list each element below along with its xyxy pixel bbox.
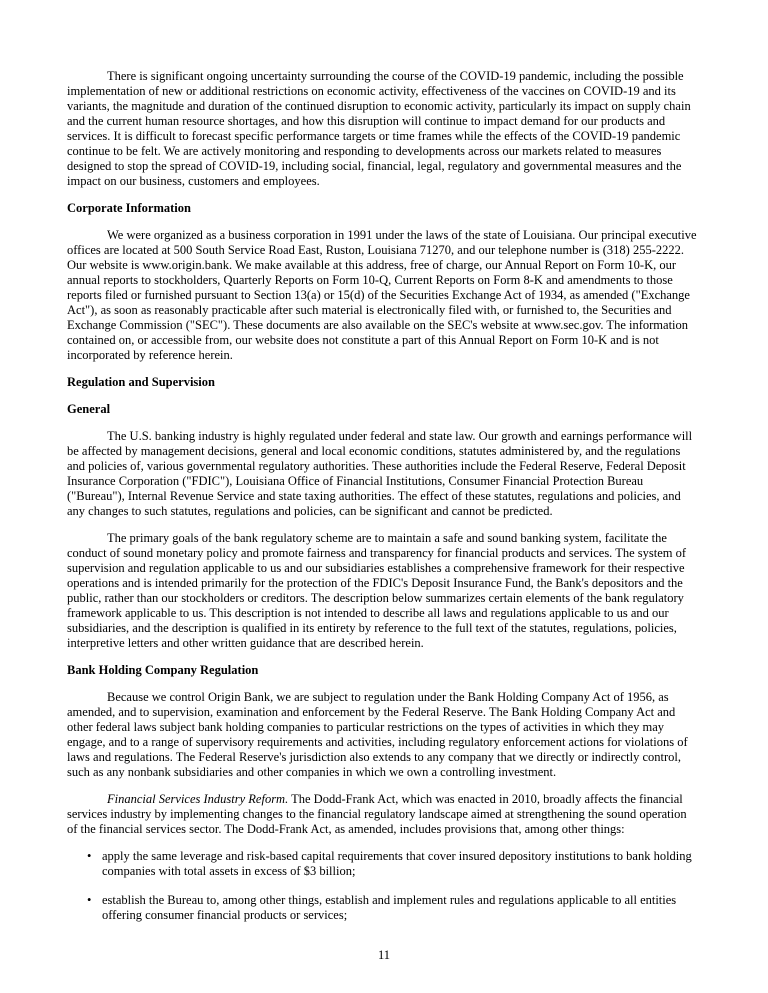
list-item-capital-requirements [67, 849, 700, 879]
bullet-icon: • [87, 893, 92, 907]
dodd-frank-provisions-list [67, 849, 700, 923]
heading-regulation-and-supervision: Regulation and Supervision [67, 375, 215, 389]
heading-general: General [67, 402, 111, 416]
page-number: 11 [377, 948, 391, 962]
heading-corporate-information: Corporate Information [67, 201, 191, 215]
bullet-icon: • [87, 849, 92, 863]
paragraph-financial-services-reform [67, 792, 700, 837]
financial-services-reform-lead: Financial Services Industry Reform. [107, 792, 289, 806]
paragraph-banking-industry-regulation: The U.S. banking industry is highly regulated under federal and state law. Our growth and earnings performance will be affected by management decisions, general and local economic conditions, statutes administered by, and the regulations and policies of, various governmental regulatory authorities. These authorities include the Federal Reserve, Federal Deposit Insurance Corporation ("FDIC"), Louisiana Office of Financial Institutions, Consumer Financial Protection Bureau ("Bureau"), Internal Revenue Service and state taxing authorities. The effect of these statutes, regulations and policies, and any changes to such statutes, regulations and policies, can be significant and cannot be predicted. [67, 429, 693, 518]
paragraph-regulatory-scheme-goals: The primary goals of the bank regulatory scheme are to maintain a safe and sound banking system, facilitate the conduct of sound monetary policy and promote fairness and transparency for financial products and services. The system of supervision and regulation applicable to us and our subsidiaries establishes a comprehensive framework for their respective operations and is intended primarily for the protection of the FDIC's Deposit Insurance Fund, the Bank's depositors and the public, rather than our stockholders or creditors. The description below summarizes certain elements of the bank regulatory framework applicable to us. This description is not intended to describe all laws and regulations applicable to us and our subsidiaries, and the description is qualified in its entirety by reference to the full text of the statutes, regulations, policies, interpretive letters and other written guidance that are described herein. [67, 531, 687, 650]
financial-services-reform-text: The Dodd-Frank Act, which was enacted in 2010, broadly affects the financial services industry by implementing changes to the financial regulatory landscape aimed at strengthening the sound operation of the financial services sector. The Dodd-Frank Act, as amended, includes provisions that, among other things: [67, 792, 687, 836]
list-item-text: apply the same leverage and risk-based capital requirements that cover insured depository institutions to bank holding companies with total assets in excess of $3 billion; [102, 849, 692, 878]
list-item-text: establish the Bureau to, among other things, establish and implement rules and regulations applicable to all entities offering consumer financial products or services; [102, 893, 677, 922]
paragraph-covid-uncertainty: There is significant ongoing uncertainty surrounding the course of the COVID-19 pandemic, including the possible implementation of new or additional restrictions on economic activity, effectiveness of the vaccines on COVID-19 and its variants, the magnitude and duration of the continued disruption to economic activity, particularly its impact on supply chain and the current human resource shortages, and how this disruption will continue to impact demand for our products and services. It is difficult to forecast specific performance targets or time frames while the effects of the COVID-19 pandemic continue to be felt. We are actively monitoring and responding to developments across our markets related to measures designed to stop the spread of COVID-19, including social, financial, legal, regulatory and governmental measures and the impact on our business, customers and employees. [67, 69, 691, 188]
paragraph-bank-holding-company: Because we control Origin Bank, we are subject to regulation under the Bank Holding Company Act of 1956, as amended, and to supervision, examination and enforcement by the Federal Reserve. The Bank Holding Company Act and other federal laws subject bank holding companies to particular restrictions on the types of activities in which they may engage, and to a range of supervisory requirements and activities, including regulatory enforcement actions for violations of laws and regulations. The Federal Reserve's jurisdiction also extends to any company that we directly or indirectly control, such as any nonbank subsidiaries and other companies in which we own a controlling investment. [67, 690, 688, 779]
paragraph-corporate-information: We were organized as a business corporation in 1991 under the laws of the state of Louisiana. Our principal executive offices are located at 500 South Service Road East, Ruston, Louisiana 71270, and our telephone number is (318) 255-2222. Our website is www.origin.bank. We make available at this address, free of charge, our Annual Report on Form 10-K, our annual reports to stockholders, Quarterly Reports on Form 10-Q, Current Reports on Form 8-K and amendments to those reports filed or furnished pursuant to Section 13(a) or 15(d) of the Securities Exchange Act of 1934, as amended ("Exchange Act"), as soon as reasonably practicable after such material is electronically filed with, or furnished to, the Securities and Exchange Commission ("SEC"). These documents are also available on the SEC's website at www.sec.gov. The information contained on, or accessible from, our website does not constitute a part of this Annual Report on Form 10-K and is not incorporated by reference herein. [67, 228, 697, 362]
list-item-establish-bureau [67, 893, 700, 923]
heading-bank-holding-company-regulation: Bank Holding Company Regulation [67, 663, 259, 677]
